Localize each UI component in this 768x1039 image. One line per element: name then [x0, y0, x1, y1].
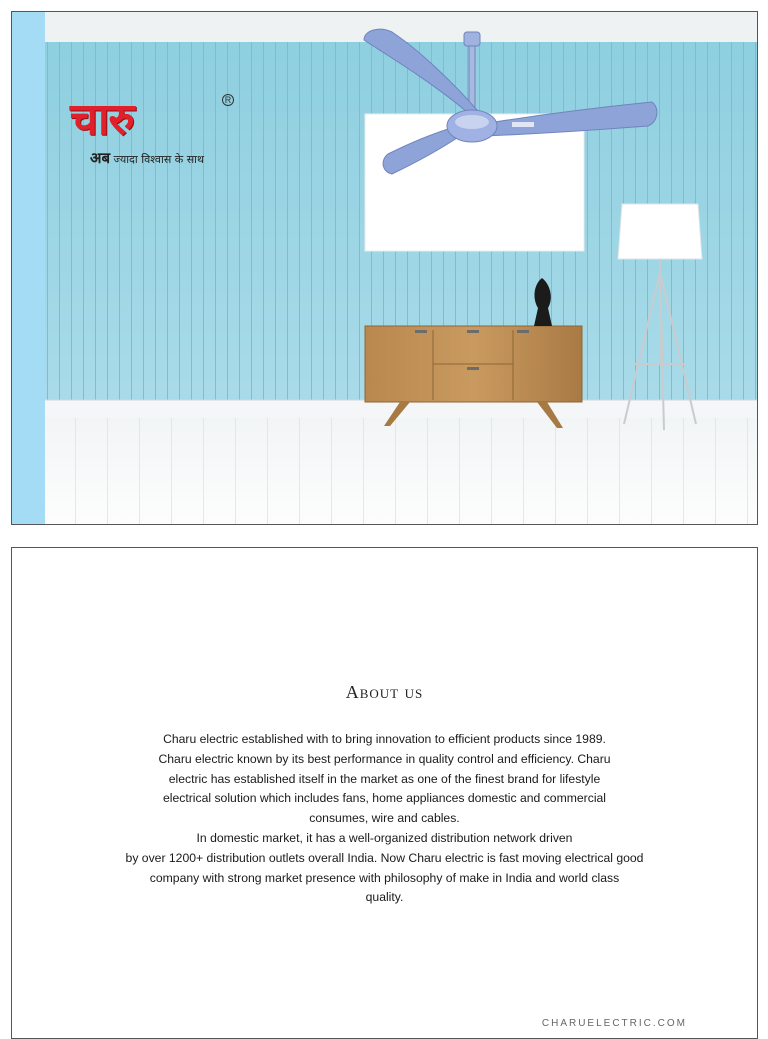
about-line: electrical solution which includes fans, home appliances domestic and commercial — [162, 791, 607, 806]
brand-logo — [70, 94, 240, 184]
about-line: consumes, wire and cables. — [309, 811, 460, 826]
website-url[interactable]: CHARUELECTRIC.COM — [541, 1018, 687, 1029]
about-line: by over 1200+ distribution outlets overall India. Now Charu electric is fast moving electrical good — [125, 850, 644, 865]
room-scene-illustration — [12, 12, 757, 524]
brand-tagline — [90, 148, 204, 168]
about-title: About us — [345, 682, 424, 702]
about-line: quality. — [365, 890, 404, 905]
about-line: In domestic market, it has a well-organized distribution network driven — [196, 830, 573, 845]
tagline-prefix: अब — [90, 149, 111, 167]
about-line: company with strong market presence with philosophy of make in India and world class — [149, 870, 620, 885]
about-page — [11, 547, 758, 1039]
tagline-rest: ज्यादा विश्वास के साथ — [113, 153, 205, 166]
about-line: electric has established itself in the market as one of the finest brand for lifestyle — [168, 771, 601, 786]
brand-logo-text: चारु — [70, 94, 134, 145]
registered-mark: R — [222, 94, 234, 106]
cover-page — [11, 11, 758, 525]
about-line: Charu electric established with to bring innovation to efficient products since 1989. — [163, 732, 606, 746]
about-line: Charu electric known by its best performance in quality control and efficiency. Charu — [158, 751, 611, 766]
about-body — [82, 730, 687, 908]
left-accent-bar — [12, 12, 45, 524]
